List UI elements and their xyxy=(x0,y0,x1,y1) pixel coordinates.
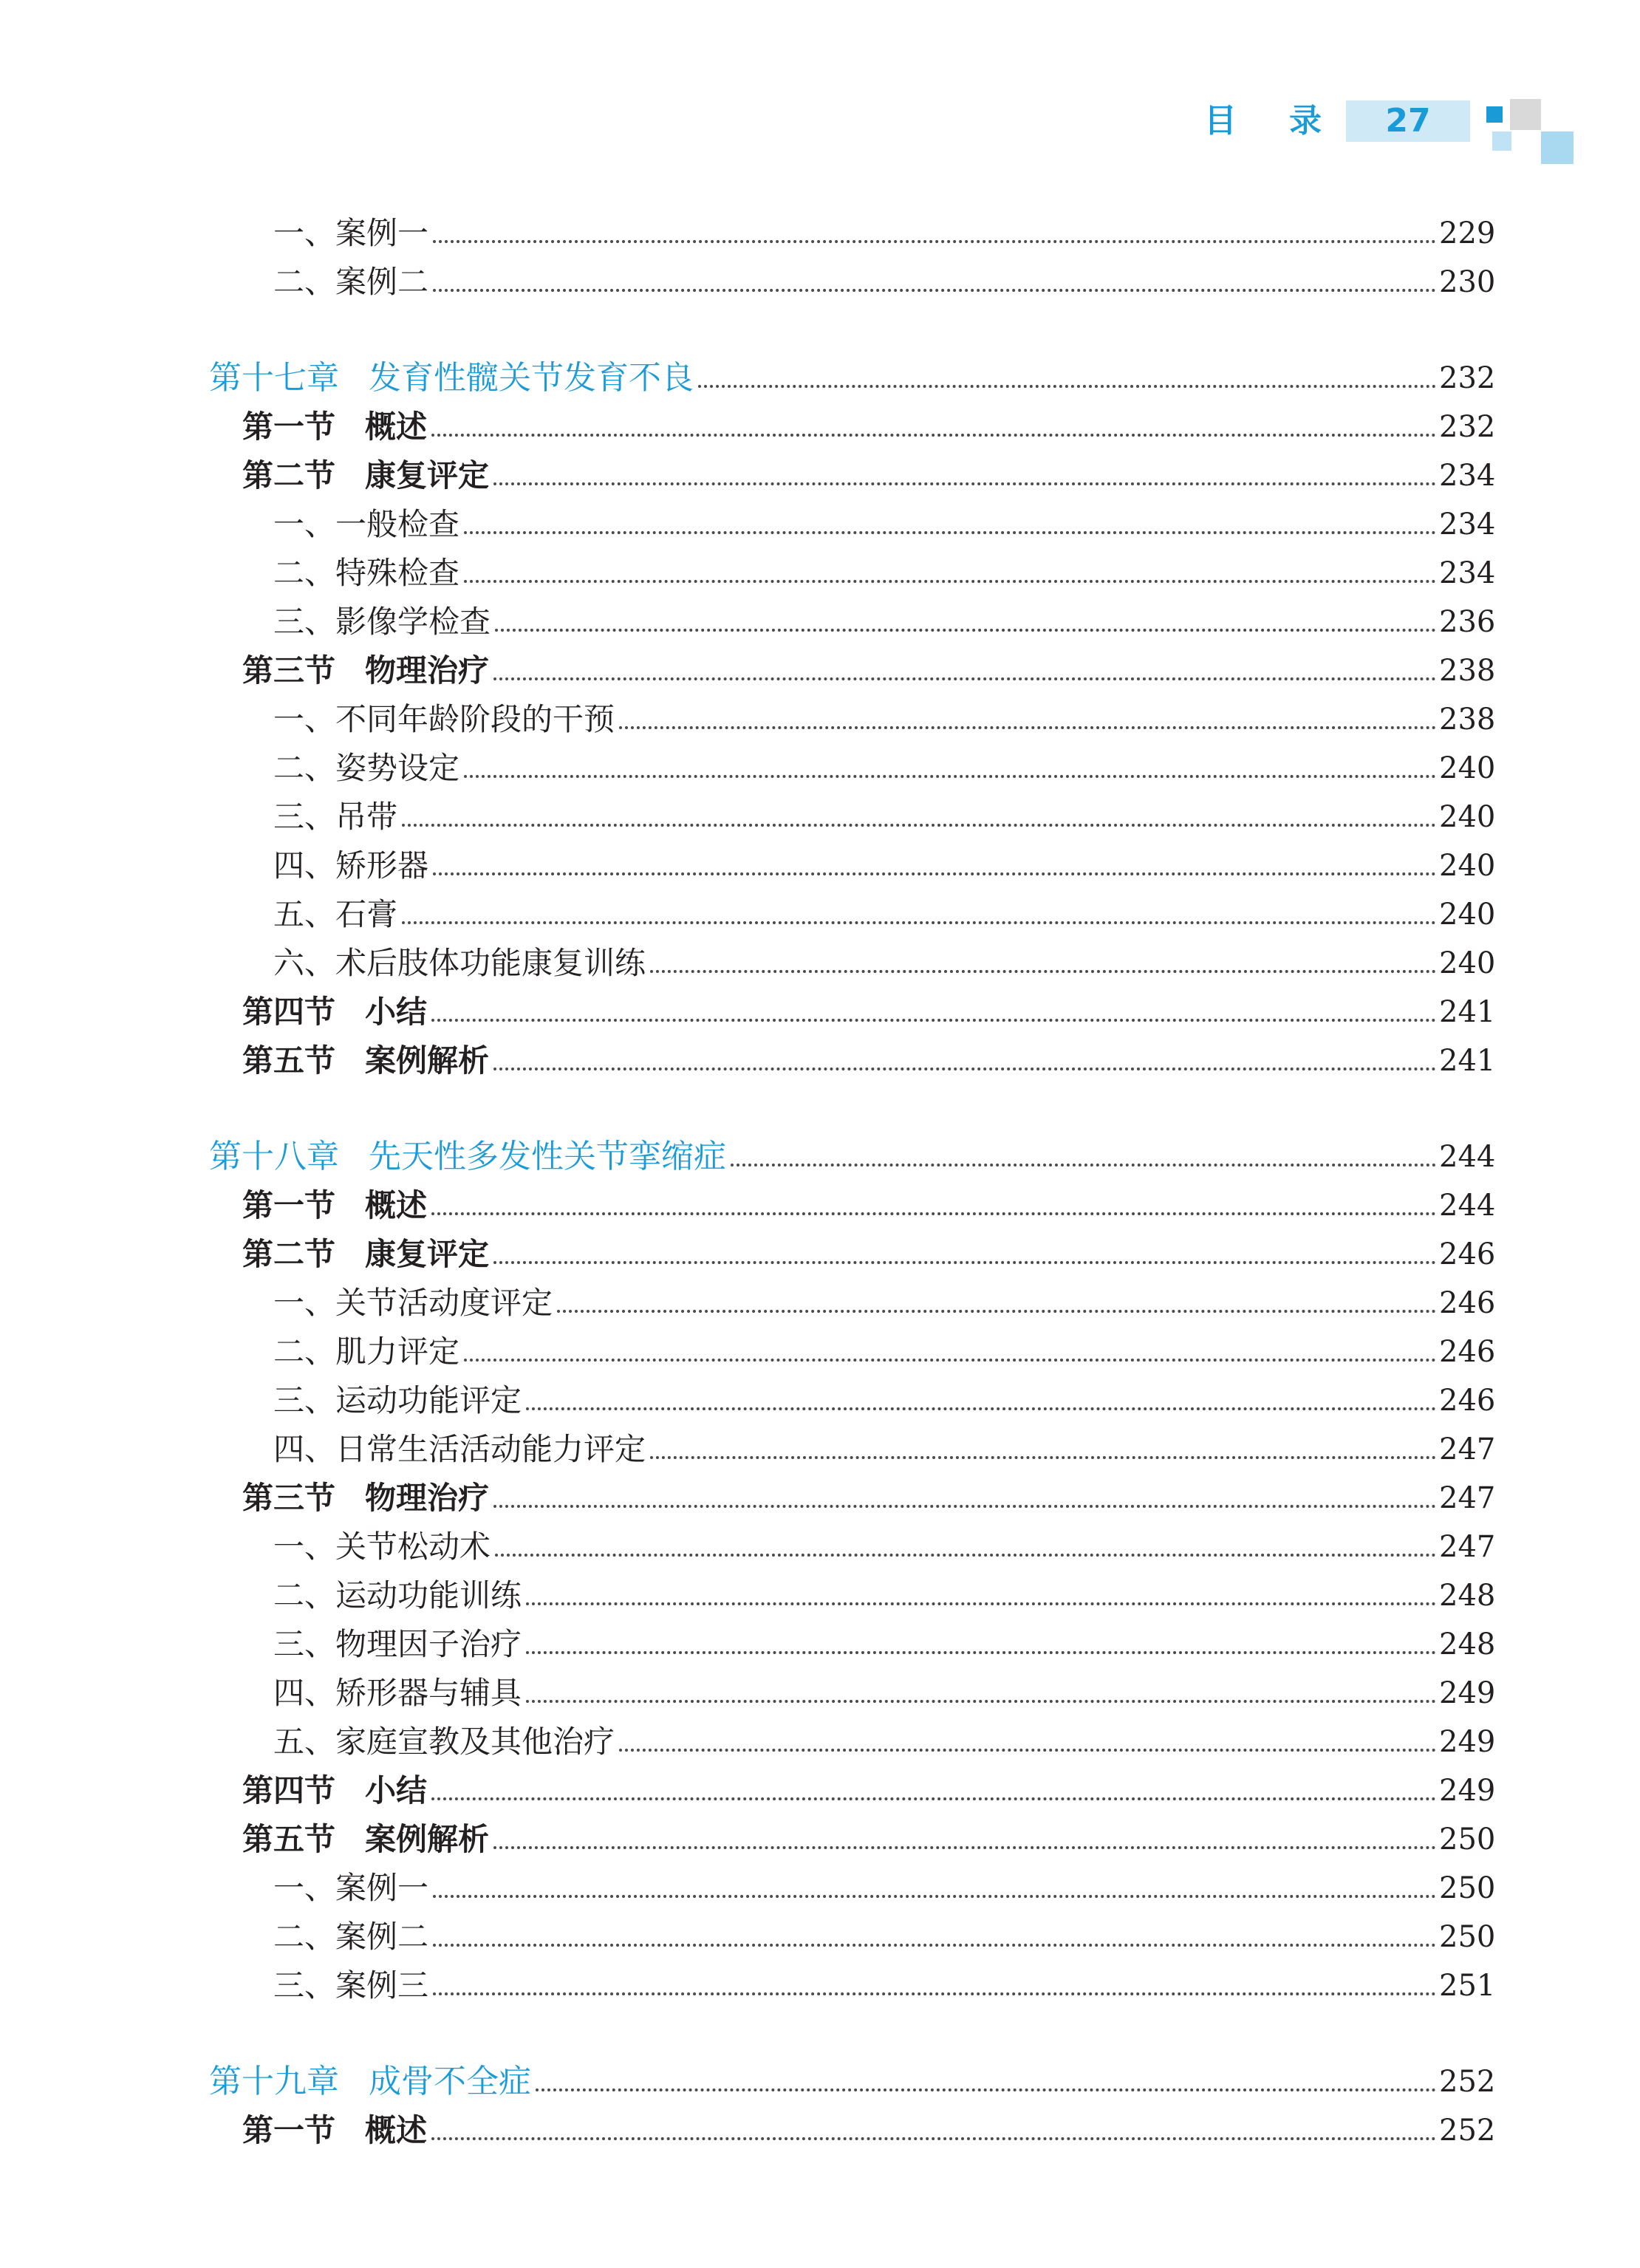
toc-page-number: 234 xyxy=(1439,459,1496,493)
toc-item-row[interactable] xyxy=(0,1866,1640,1910)
toc-page-number: 241 xyxy=(1439,995,1496,1029)
toc-page-number: 252 xyxy=(1439,2114,1496,2148)
dot-leader xyxy=(464,531,1436,534)
toc-item-row[interactable] xyxy=(0,551,1640,595)
toc-entry-title xyxy=(242,1232,489,1277)
toc-entry-number: 第二节 xyxy=(242,1236,336,1272)
toc-page-number: 247 xyxy=(1439,1432,1496,1466)
dot-leader xyxy=(493,1261,1436,1264)
toc-page-number: 246 xyxy=(1439,1335,1496,1369)
toc-entry-heading: 概述 xyxy=(365,1187,428,1223)
dot-leader xyxy=(493,1068,1436,1070)
toc-entry-title: 三、案例三 xyxy=(273,1967,429,2004)
toc-item-row[interactable] xyxy=(0,1525,1640,1569)
dot-leader xyxy=(464,775,1436,778)
toc-page-number: 249 xyxy=(1439,1725,1496,1759)
toc-item-row[interactable] xyxy=(0,795,1640,839)
toc-entry-heading: 案例解析 xyxy=(365,1821,490,1857)
toc-entry-title: 一、关节松动术 xyxy=(273,1528,491,1565)
dot-leader xyxy=(526,1700,1436,1703)
toc-item-row[interactable] xyxy=(0,260,1640,304)
toc-entry-title xyxy=(209,1135,726,1179)
toc-page-number: 244 xyxy=(1439,1140,1496,1174)
toc-item-row[interactable] xyxy=(0,211,1640,256)
toc-item-row[interactable] xyxy=(0,1281,1640,1325)
toc-entry-title: 三、吊带 xyxy=(273,799,398,835)
toc-entry-title: 一、案例一 xyxy=(273,1870,429,1906)
dot-leader xyxy=(495,1554,1436,1557)
dot-leader xyxy=(493,1505,1436,1508)
toc-entry-number: 第十七章 xyxy=(209,359,339,397)
toc-page-number: 250 xyxy=(1439,1823,1496,1857)
toc-page-number: 240 xyxy=(1439,898,1496,932)
toc-page-number: 246 xyxy=(1439,1286,1496,1320)
toc-item-row[interactable] xyxy=(0,1915,1640,1959)
dot-leader xyxy=(650,970,1436,973)
dot-leader xyxy=(433,872,1436,875)
toc-entry-title: 二、案例二 xyxy=(273,1919,429,1955)
toc-entry-heading: 小结 xyxy=(365,1772,428,1808)
dot-leader xyxy=(536,2088,1436,2091)
dot-leader xyxy=(650,1456,1436,1459)
toc-entry-title xyxy=(242,2108,427,2153)
toc-entry-number: 第四节 xyxy=(242,994,336,1030)
toc-section-row[interactable] xyxy=(0,1232,1640,1277)
toc-entry-title: 一、关节活动度评定 xyxy=(273,1285,553,1321)
dot-leader xyxy=(431,1019,1436,1022)
dot-leader xyxy=(464,1359,1436,1362)
toc-item-row[interactable] xyxy=(0,1671,1640,1715)
toc-entry-number: 第十八章 xyxy=(209,1138,339,1175)
dot-leader xyxy=(402,824,1436,827)
toc-item-row[interactable] xyxy=(0,1427,1640,1472)
toc-item-row[interactable] xyxy=(0,892,1640,937)
toc-page-number: 236 xyxy=(1439,605,1496,639)
toc-entry-heading: 案例解析 xyxy=(365,1042,490,1079)
dot-leader xyxy=(557,1310,1436,1313)
toc-page-number: 246 xyxy=(1439,1384,1496,1418)
toc-entry-heading: 概述 xyxy=(365,2112,428,2148)
toc-entry-title xyxy=(242,649,489,693)
dot-leader xyxy=(431,1797,1436,1800)
toc-page-number: 248 xyxy=(1439,1627,1496,1661)
toc-page-number: 247 xyxy=(1439,1530,1496,1564)
toc-entry-title: 三、运动功能评定 xyxy=(273,1382,522,1418)
toc-page-number: 244 xyxy=(1439,1189,1496,1223)
toc-entry-title: 三、物理因子治疗 xyxy=(273,1626,522,1662)
toc-page-number: 249 xyxy=(1439,1676,1496,1710)
toc-page-number: 248 xyxy=(1439,1579,1496,1613)
toc-section-row[interactable] xyxy=(0,990,1640,1034)
toc-page-number: 250 xyxy=(1439,1871,1496,1905)
toc-section-row[interactable] xyxy=(0,1769,1640,1813)
toc-entry-title xyxy=(242,405,427,449)
toc-page-number: 229 xyxy=(1439,216,1496,250)
toc-page-number: 240 xyxy=(1439,800,1496,834)
toc-item-row[interactable] xyxy=(0,1330,1640,1374)
toc-entry-number: 第一节 xyxy=(242,409,336,445)
dot-leader xyxy=(619,726,1436,729)
toc-entry-title: 一、案例一 xyxy=(273,215,429,251)
toc-entry-title: 五、家庭宣教及其他治疗 xyxy=(273,1724,615,1760)
toc-entry-title: 一、一般检查 xyxy=(273,506,460,542)
toc-entry-number: 第三节 xyxy=(242,652,336,689)
dot-leader xyxy=(526,1651,1436,1654)
toc-section-row[interactable] xyxy=(0,1817,1640,1862)
toc-item-row[interactable] xyxy=(0,1720,1640,1764)
toc-page-number: 232 xyxy=(1439,410,1496,444)
toc-item-row[interactable] xyxy=(0,1379,1640,1423)
toc-entry-heading: 成骨不全症 xyxy=(369,2063,531,2100)
toc-page-number: 252 xyxy=(1439,2065,1496,2099)
toc-item-row[interactable] xyxy=(0,1964,1640,2008)
dot-leader xyxy=(731,1164,1436,1167)
toc-section-row[interactable] xyxy=(0,2108,1640,2153)
dot-leader xyxy=(433,1895,1436,1898)
toc-page-number: 249 xyxy=(1439,1774,1496,1808)
toc-entry-number: 第五节 xyxy=(242,1821,336,1857)
toc-entry-number: 第五节 xyxy=(242,1042,336,1079)
toc-page-number: 238 xyxy=(1439,654,1496,688)
toc-entry-heading: 物理治疗 xyxy=(365,1480,490,1516)
toc-page-number: 241 xyxy=(1439,1044,1496,1078)
toc-entry-title xyxy=(242,990,427,1034)
dot-leader xyxy=(433,1944,1436,1947)
toc-page-number: 250 xyxy=(1439,1920,1496,1954)
toc-entry-title xyxy=(242,1769,427,1813)
toc-entry-title: 三、影像学检查 xyxy=(273,604,491,640)
dot-leader xyxy=(495,629,1436,632)
dot-leader xyxy=(493,482,1436,485)
dot-leader xyxy=(402,921,1436,924)
dot-leader xyxy=(431,2137,1436,2140)
toc-entry-heading: 先天性多发性关节挛缩症 xyxy=(369,1138,726,1175)
toc-entry-number: 第一节 xyxy=(242,1187,336,1223)
toc-entry-heading: 康复评定 xyxy=(365,457,490,493)
toc-section-row[interactable] xyxy=(0,454,1640,498)
toc-entry-title: 二、姿势设定 xyxy=(273,750,460,786)
toc-page-number: 238 xyxy=(1439,703,1496,737)
toc-page-number: 240 xyxy=(1439,751,1496,785)
toc-page-number: 230 xyxy=(1439,265,1496,299)
toc-item-row[interactable] xyxy=(0,746,1640,790)
toc-entry-number: 第三节 xyxy=(242,1480,336,1516)
toc-entry-title: 六、术后肢体功能康复训练 xyxy=(273,945,646,981)
toc-page-number: 240 xyxy=(1439,849,1496,883)
dot-leader xyxy=(433,289,1436,292)
dot-leader xyxy=(493,677,1436,680)
dot-leader xyxy=(431,434,1436,437)
toc-entry-heading: 发育性髋关节发育不良 xyxy=(369,359,694,397)
dot-leader xyxy=(619,1749,1436,1752)
toc-entry-title: 二、肌力评定 xyxy=(273,1333,460,1370)
toc-entry-title xyxy=(242,1817,489,1862)
dot-leader xyxy=(433,240,1436,243)
dot-leader xyxy=(431,1212,1436,1215)
dot-leader xyxy=(464,580,1436,583)
toc-section-row[interactable] xyxy=(0,1039,1640,1083)
dot-leader xyxy=(526,1407,1436,1410)
toc-entry-heading: 物理治疗 xyxy=(365,652,490,689)
toc-page-number: 251 xyxy=(1439,1969,1496,2003)
toc-page-number: 234 xyxy=(1439,508,1496,542)
toc-item-row[interactable] xyxy=(0,941,1640,986)
toc-page-number: 240 xyxy=(1439,946,1496,980)
toc-item-row[interactable] xyxy=(0,600,1640,644)
toc-entry-title xyxy=(209,356,694,400)
dot-leader xyxy=(493,1846,1436,1849)
toc-entry-title xyxy=(209,2060,531,2104)
dot-leader xyxy=(433,1992,1436,1995)
toc-entry-title: 四、日常生活活动能力评定 xyxy=(273,1431,646,1467)
toc-entry-title xyxy=(242,454,489,498)
toc-section-row[interactable] xyxy=(0,649,1640,693)
dot-leader xyxy=(526,1602,1436,1605)
toc-entry-title: 一、不同年龄阶段的干预 xyxy=(273,701,615,737)
toc-entry-number: 第二节 xyxy=(242,457,336,493)
toc-item-row[interactable] xyxy=(0,844,1640,888)
toc-entry-title xyxy=(242,1476,489,1520)
toc-chapter-row[interactable] xyxy=(0,1135,1640,1179)
toc-entry-number: 第一节 xyxy=(242,2112,336,2148)
toc-section-row[interactable] xyxy=(0,1476,1640,1520)
toc-page-number: 247 xyxy=(1439,1481,1496,1515)
toc-entry-title xyxy=(242,1039,489,1083)
toc-item-row[interactable] xyxy=(0,1622,1640,1667)
dot-leader xyxy=(698,385,1436,388)
toc-page-number: 246 xyxy=(1439,1237,1496,1271)
toc-entry-title: 四、矫形器 xyxy=(273,847,429,884)
toc-entry-heading: 概述 xyxy=(365,409,428,445)
toc-page-number: 232 xyxy=(1439,361,1496,395)
header-label-lu: 录 xyxy=(1289,102,1322,140)
page-number: 27 xyxy=(1385,102,1431,140)
toc-page-number: 234 xyxy=(1439,556,1496,590)
toc-section-row[interactable] xyxy=(0,1183,1640,1228)
toc-entry-title: 二、运动功能训练 xyxy=(273,1577,522,1613)
toc-entry-number: 第四节 xyxy=(242,1772,336,1808)
toc-item-row[interactable] xyxy=(0,1574,1640,1618)
toc-entry-title: 二、特殊检查 xyxy=(273,555,460,591)
toc-item-row[interactable] xyxy=(0,502,1640,547)
toc-entry-heading: 康复评定 xyxy=(365,1236,490,1272)
toc-entry-number: 第十九章 xyxy=(209,2063,339,2100)
toc-section-row[interactable] xyxy=(0,405,1640,449)
toc-chapter-row[interactable] xyxy=(0,2060,1640,2104)
toc-entry-title: 四、矫形器与辅具 xyxy=(273,1675,522,1711)
toc-entry-title xyxy=(242,1183,427,1228)
toc-entry-heading: 小结 xyxy=(365,994,428,1030)
toc-entry-title: 五、石膏 xyxy=(273,896,398,932)
toc-entry-title: 二、案例二 xyxy=(273,264,429,300)
toc-chapter-row[interactable] xyxy=(0,356,1640,400)
header-label-mu: 目 xyxy=(1204,102,1237,140)
toc-item-row[interactable] xyxy=(0,697,1640,742)
